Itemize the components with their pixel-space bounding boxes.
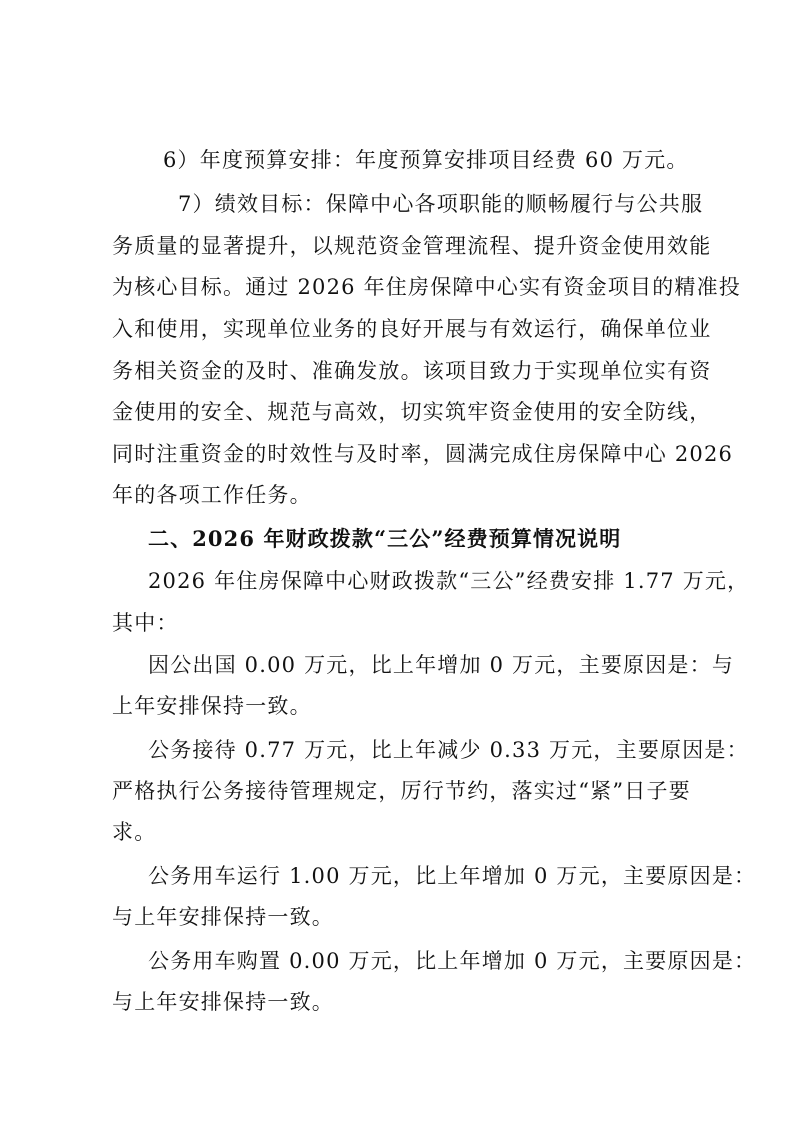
three-public-summary-line-1: 2026 年住房保障中心财政拨款“三公”经费安排 1.77 万元，: [148, 569, 750, 593]
abroad-expense-line-2: 上年安排保持一致。: [112, 694, 312, 718]
vehicle-purchase-line-2: 与上年安排保持一致。: [112, 990, 334, 1014]
performance-target-line-7: 同时注重资金的时效性与及时率，圆满完成住房保障中心 2026: [112, 442, 734, 466]
vehicle-operation-line-2: 与上年安排保持一致。: [112, 905, 334, 929]
performance-target-line-4: 入和使用，实现单位业务的良好开展与有效运行，确保单位业: [112, 317, 712, 341]
three-public-summary-line-2: 其中：: [112, 611, 179, 635]
vehicle-purchase-line-1: 公务用车购置 0.00 万元，比上年增加 0 万元，主要原因是：: [148, 949, 757, 973]
performance-target-line-1: 7）绩效目标：保障中心各项职能的顺畅履行与公共服: [178, 192, 704, 216]
abroad-expense-line-1: 因公出国 0.00 万元，比上年增加 0 万元，主要原因是：与: [148, 653, 735, 677]
budget-arrangement-line: 6）年度预算安排：年度预算安排项目经费 60 万元。: [163, 148, 689, 172]
section-heading: 二、2026 年财政拨款“三公”经费预算情况说明: [148, 526, 622, 551]
performance-target-line-8: 年的各项工作任务。: [112, 483, 312, 507]
performance-target-line-3: 为核心目标。通过 2026 年住房保障中心实有资金项目的精准投: [112, 275, 741, 299]
performance-target-line-2: 务质量的显著提升，以规范资金管理流程、提升资金使用效能: [112, 234, 712, 258]
performance-target-line-5: 务相关资金的及时、准确发放。该项目致力于实现单位实有资: [112, 359, 712, 383]
performance-target-line-6: 金使用的安全、规范与高效，切实筑牢资金使用的安全防线，: [112, 400, 712, 424]
vehicle-operation-line-1: 公务用车运行 1.00 万元，比上年增加 0 万元，主要原因是：: [148, 864, 757, 888]
reception-expense-line-2: 严格执行公务接待管理规定，厉行节约，落实过“紧”日子要: [112, 779, 691, 803]
reception-expense-line-1: 公务接待 0.77 万元，比上年减少 0.33 万元，主要原因是：: [148, 738, 749, 762]
reception-expense-line-3: 求。: [112, 820, 157, 844]
